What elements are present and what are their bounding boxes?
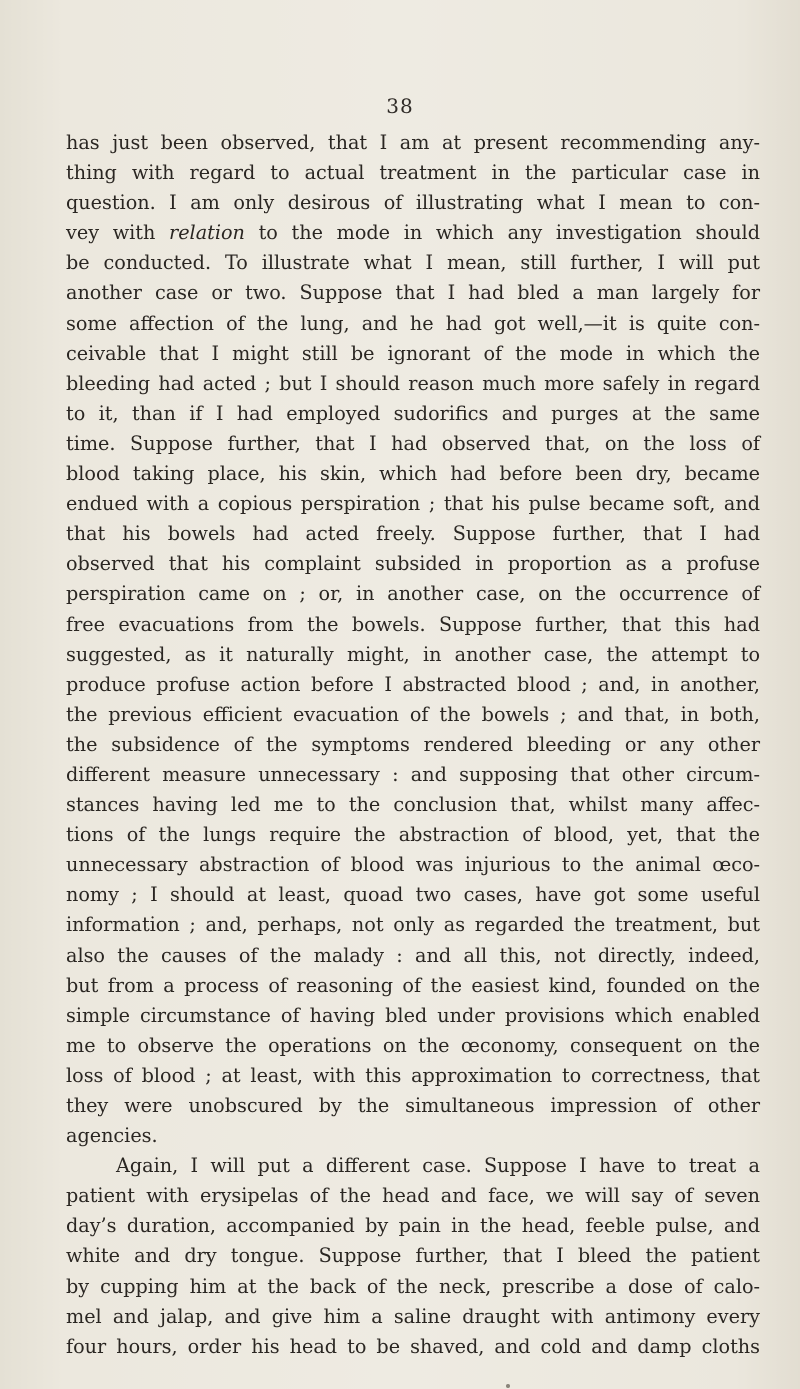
- text-line: another case or two. Suppose that I had bled a man largely for: [66, 281, 760, 305]
- italic-word: relation: [169, 221, 245, 245]
- text-line: Again, I will put a different case. Suppose I have to treat a: [116, 1154, 760, 1178]
- text-line: question. I am only desirous of illustrating what I mean to con-: [66, 191, 760, 215]
- text-line: free evacuations from the bowels. Suppose further, that this had: [66, 612, 760, 636]
- text-line: agencies.: [66, 1124, 158, 1148]
- text-line: to it, than if I had employed sudorifics and purges at the same: [66, 401, 760, 425]
- text-line: blood taking place, his skin, which had before been dry, became: [66, 462, 760, 486]
- text-line: suggested, as it naturally might, in another case, the attempt to: [66, 642, 760, 666]
- text-line: by cupping him at the back of the neck, prescribe a dose of calo-: [66, 1274, 760, 1298]
- text-line: simple circumstance of having bled under provisions which enabled: [66, 1003, 760, 1027]
- text-line: observed that his complaint subsided in proportion as a profuse: [66, 552, 760, 576]
- text-line: endued with a copious perspiration ; that his pulse became soft, and: [66, 492, 760, 516]
- text-line: loss of blood ; at least, with this approximation to correctness, that: [66, 1063, 760, 1087]
- text-line: tions of the lungs require the abstraction of blood, yet, that the: [66, 823, 760, 847]
- page-number: 38: [386, 94, 414, 118]
- text-line: produce profuse action before I abstracted blood ; and, in another,: [66, 672, 760, 696]
- text-run: vey with: [66, 221, 170, 245]
- paper-speck: [506, 1384, 510, 1388]
- text-line: patient with erysipelas of the head and face, we will say of seven: [66, 1184, 760, 1208]
- text-line: information ; and, perhaps, not only as regarded the treatment, but: [66, 913, 760, 937]
- text-line: has just been observed, that I am at present recommending any-: [66, 131, 760, 154]
- text-line: the subsidence of the symptoms rendered bleeding or any other: [66, 732, 760, 756]
- text-line: perspiration came on ; or, in another case, on the occurrence of: [66, 582, 760, 606]
- text-line: be conducted. To illustrate what I mean, still further, I will put: [66, 251, 760, 275]
- text-line: they were unobscured by the simultaneous impression of other: [66, 1094, 760, 1117]
- text-line: mel and jalap, and give him a saline draught with antimony every: [66, 1304, 760, 1328]
- text-line: thing with regard to actual treatment in the particular case in: [66, 161, 760, 185]
- text-line: that his bowels had acted freely. Suppose further, that I had: [66, 522, 760, 546]
- text-line: four hours, order his head to be shaved, and cold and damp cloths: [66, 1334, 760, 1358]
- text-line: also the causes of the malady : and all this, not directly, indeed,: [66, 943, 760, 967]
- text-line: but from a process of reasoning of the easiest kind, founded on the: [66, 973, 760, 997]
- text-line: the previous efficient evacuation of the bowels ; and that, in both,: [66, 702, 760, 726]
- text-line: stances having led me to the conclusion that, whilst many affec-: [66, 793, 760, 817]
- body-text: [66, 128, 760, 1362]
- text-line: [66, 218, 760, 248]
- text-line: nomy ; I should at least, quoad two cases, have got some useful: [66, 883, 760, 907]
- text-line: different measure unnecessary : and supposing that other circum-: [66, 762, 760, 786]
- text-line: unnecessary abstraction of blood was injurious to the animal œco-: [66, 853, 760, 877]
- text-line: bleeding had acted ; but I should reason much more safely in regard: [66, 371, 760, 395]
- text-line: me to observe the operations on the œconomy, consequent on the: [66, 1033, 760, 1057]
- text-run: to the mode in which any investigation should: [244, 221, 760, 245]
- text-line: white and dry tongue. Suppose further, that I bleed the patient: [66, 1244, 760, 1268]
- text-line: day’s duration, accompanied by pain in the head, feeble pulse, and: [66, 1214, 760, 1238]
- text-line: time. Suppose further, that I had observed that, on the loss of: [66, 431, 760, 455]
- text-line: some affection of the lung, and he had got well,—it is quite con-: [66, 311, 760, 335]
- text-line: ceivable that I might still be ignorant of the mode in which the: [66, 341, 760, 365]
